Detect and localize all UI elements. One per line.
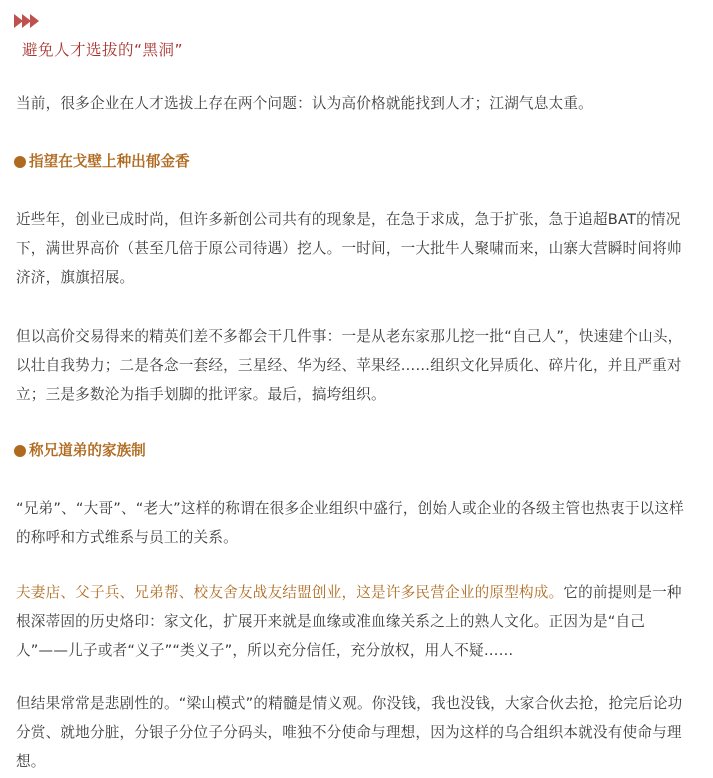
subheading-1 — [14, 151, 190, 173]
subheading-1-label: 指望在戈壁上种出郁金香 — [29, 153, 190, 170]
bullet-dot-icon — [14, 156, 26, 168]
triple-arrow-icon — [14, 14, 40, 28]
subheading-2-label: 称兄道弟的家族制 — [29, 442, 146, 459]
intro-paragraph: 当前，很多企业在人才选拔上存在两个问题：认为高价格就能找到人才；江湖气息太重。 — [16, 95, 593, 112]
section2-paragraph-2 — [16, 578, 696, 665]
paragraph-text: 它的前提则是一种根深蒂固的历史烙印：家文化，扩展开来就是血缘或准血缘关系之上的熟人文化。正因为是“自己人”——儿子或者“义子”“类义子”，所以充分信任，充分放权，用人不疑…… — [16, 584, 682, 659]
section2-paragraph-1: “兄弟”、“大哥”、“老大”这样的称谓在很多企业组织中盛行，创始人或企业的各级主管也热衷于以这样的称呼和方式维系与员工的关系。 — [16, 500, 684, 546]
section1-paragraph-2: 但以高价交易得来的精英们差不多都会干几件事：一是从老东家那儿挖一批“自己人”，快速建个山头，以壮自我势力；二是各念一套经，三星经、华为经、苹果经……组织文化异质化、碎片化，并且严重对立；三是多数沦为指手划脚的批评家。最后，搞垮组织。 — [16, 328, 683, 403]
bullet-dot-icon — [14, 445, 26, 457]
subheading-2 — [14, 440, 146, 462]
section2-paragraph-3: 但结果常常是悲剧性的。“梁山模式”的精髓是情义观。你没钱，我也没钱，大家合伙去抢，抢完后论功分赏、就地分脏，分银子分位子分码头，唯独不分使命与理想，因为这样的乌合组织本就没有使命与理想。 — [16, 695, 683, 770]
highlighted-text: 夫妻店、父子兵、兄弟帮、校友舍友战友结盟创业，这是许多民营企业的原型构成。 — [16, 584, 564, 601]
section1-paragraph-1: 近些年，创业已成时尚，但许多新创公司共有的现象是，在急于求成，急于扩张，急于追超BAT的情况下，满世界高价（甚至几倍于原公司待遇）挖人。一时间，一大批牛人聚啸而来，山寨大营瞬时间将帅济济，旗旗招展。 — [16, 211, 682, 286]
section-title: 避免人才选拔的“黑洞” — [22, 41, 184, 59]
